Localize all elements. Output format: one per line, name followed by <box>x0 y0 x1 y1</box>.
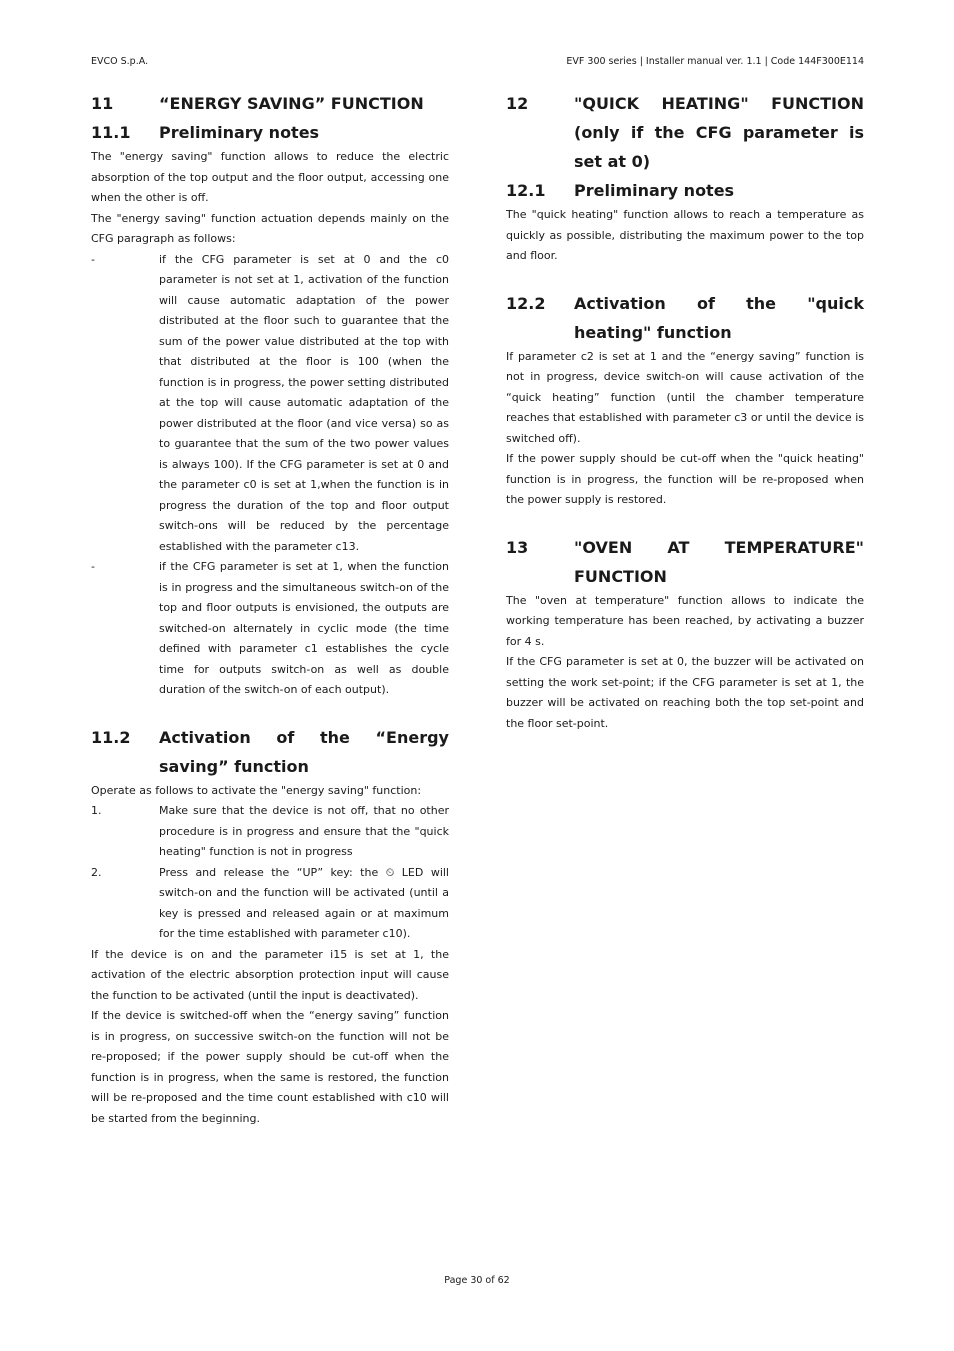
list-text: if the CFG parameter is set at 0 and the c0 parameter is not set at 1, activation of the function will cause automatic adaptation of the power distributed at the floor such to guarantee that the sum of the power value distributed at the top with that distributed at the floor is 100 (when the function is in progress, the power setting distributed at the top will cause automatic adaptation of the power distributed at the floor (and vice versa) so as to guarantee that the sum of the two power values is always 100). If the CFG parameter is set at 0 and the parameter c0 is set at 1,when the function is in progress the duration of the top and floor output switch-ons will be reduced by the percentage established with the parameter c13. <box>159 252 449 553</box>
paragraph: The "energy saving" function allows to reduce the electric absorption of the top output and the floor output, accessing one when the other is off. <box>91 150 449 204</box>
step-number: 1. <box>91 804 102 817</box>
section-title: Preliminary notes <box>574 181 735 200</box>
title-word: “Energy <box>375 727 449 747</box>
header-company: EVCO S.p.A. <box>91 56 149 67</box>
header-doc-info: EVF 300 series | Installer manual ver. 1.1 | Code 144F300E114 <box>566 56 864 67</box>
paragraph: If the power supply should be cut-off when the "quick heating" function is in progress, the function will be re-proposed when the power supply is restored. <box>506 452 864 506</box>
paragraph: If parameter c2 is set at 1 and the “energy saving” function is not in progress, device switch-on will cause activation of the “quick heating” function (until the chamber temperature reaches that established with parameter c3 or until the device is switched off). <box>506 349 864 445</box>
section-title-line <box>159 723 449 752</box>
section-12-2-heading <box>506 289 864 347</box>
step-number: 2. <box>91 865 102 879</box>
paragraph: If the CFG parameter is set at 0, the buzzer will be activated on setting the work set-point; if the CFG parameter is set at 1, the buzzer will be activated on reaching both the top set-point and the floor set-point. <box>506 655 864 730</box>
step-item <box>91 863 449 945</box>
section-11-heading <box>91 89 449 118</box>
section-12-heading <box>506 89 864 176</box>
section-number: 11.1 <box>91 123 131 142</box>
section-13-heading <box>506 533 864 591</box>
section-number: 11.2 <box>91 727 131 747</box>
title-word: of <box>276 727 295 747</box>
page-number: Page 30 of 62 <box>444 1275 510 1286</box>
section-title: “ENERGY SAVING” FUNCTION <box>159 94 424 113</box>
section-title-b: saving” function <box>159 756 309 776</box>
section-title: Activation of the "quick heating" function <box>574 293 864 342</box>
list-item <box>91 250 449 558</box>
list-text: if the CFG parameter is set at 1, when the function is in progress and the simultaneous switch-on of the top and floor outputs is envisioned, the outputs are switched-on alternately in cyclic mode (the time defined with parameter c1 establishes the cycle time for outputs switch-on as well as double duration of the switch-on of each output). <box>159 560 449 696</box>
paragraph: The "quick heating" function allows to reach a temperature as quickly as possible, distributing the maximum power to the top and floor. <box>506 208 864 262</box>
section-number: 12.1 <box>506 181 546 200</box>
section-11-1-heading <box>91 118 449 147</box>
step-text: Press and release the “UP” key: the ⏲ LED will switch-on and the function will be activated (until a key is pressed and released again or at maximum for the time established with parameter c10). <box>159 865 449 940</box>
section-title: "QUICK HEATING" FUNCTION (only if the CFG parameter is set at 0) <box>574 94 864 171</box>
section-11-2-heading <box>91 723 449 781</box>
section-title: Preliminary notes <box>159 123 320 142</box>
left-column <box>91 89 449 1129</box>
step-item <box>91 801 449 863</box>
step-text: Make sure that the device is not off, that no other procedure is in progress and ensure that the "quick heating" function is not in progress <box>159 804 449 858</box>
right-column <box>506 89 864 734</box>
paragraph: If the device is on and the parameter i15 is set at 1, the activation of the electric absorption protection input will cause the function to be activated (until the input is deactivated). <box>91 947 449 1002</box>
section-number: 11 <box>91 94 114 113</box>
paragraph: The "oven at temperature" function allows to indicate the working temperature has been reached, by activating a buzzer for 4 s. <box>506 593 864 648</box>
list-item <box>91 557 449 701</box>
paragraph: Operate as follows to activate the "energy saving" function: <box>91 783 422 797</box>
paragraph: The "energy saving" function actuation depends mainly on the CFG paragraph as follows: <box>91 211 449 245</box>
list-marker: - <box>91 560 95 573</box>
title-word: Activation <box>159 727 251 747</box>
section-number: 12.2 <box>506 293 546 313</box>
section-number: 13 <box>506 537 529 557</box>
section-number: 12 <box>506 94 529 113</box>
title-word: the <box>319 727 350 747</box>
list-marker: - <box>91 252 95 266</box>
paragraph: If the device is switched-off when the “energy saving” function is in progress, on successive switch-on the function will not be re-proposed; if the power supply should be cut-off when the function is in progress, when the same is restored, the function will be re-proposed and the time count established with c10 will be started from the beginning. <box>91 1009 449 1125</box>
section-12-1-heading <box>506 176 864 205</box>
section-title: "OVEN AT TEMPERATURE" FUNCTION <box>574 537 864 586</box>
